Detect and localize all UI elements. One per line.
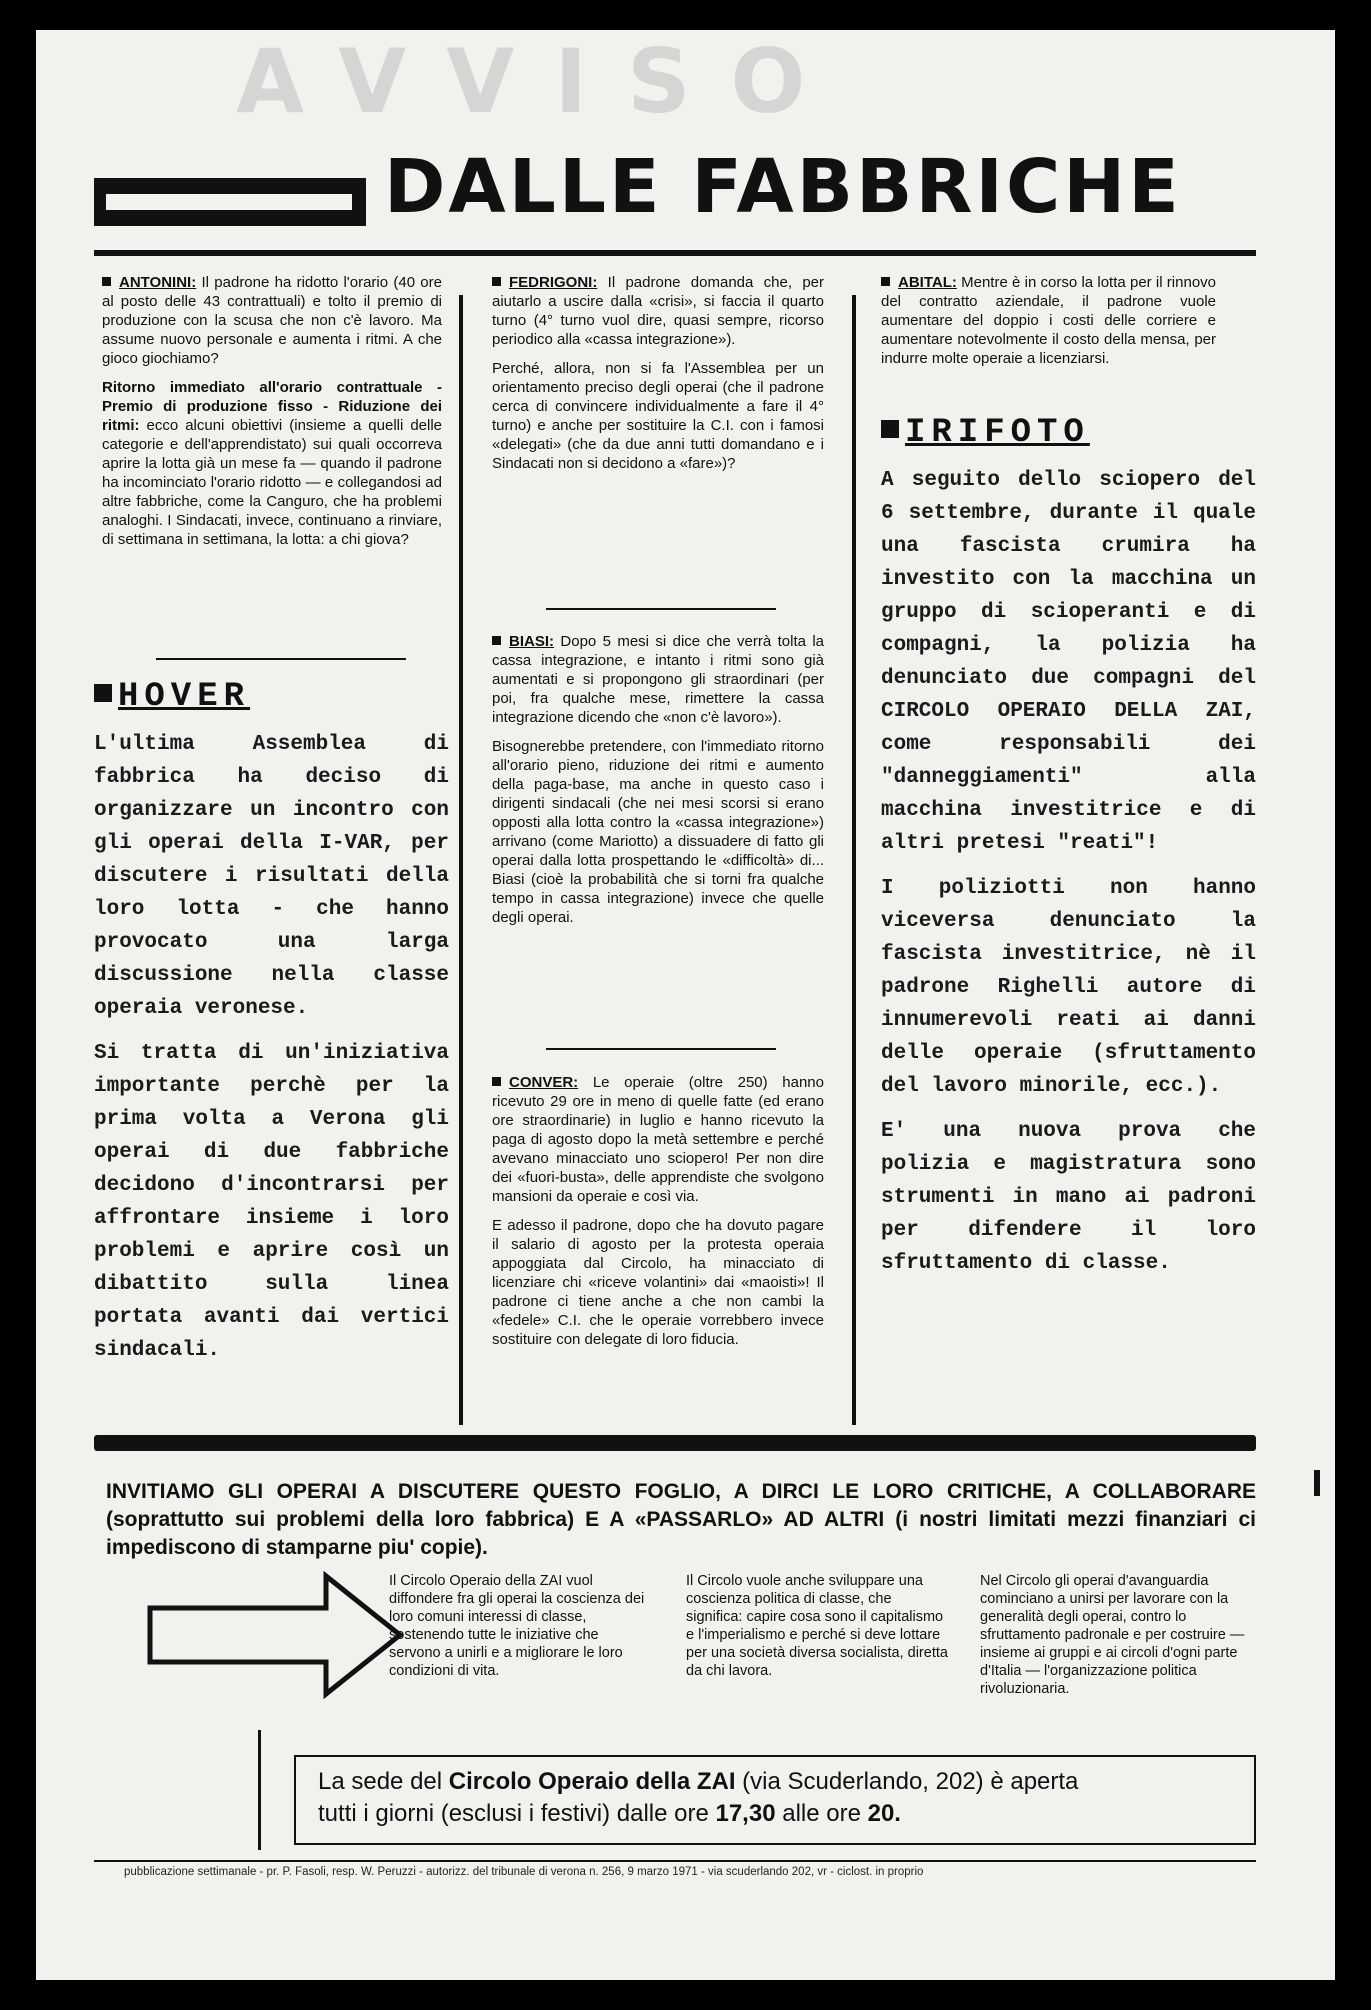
masthead xyxy=(94,140,1256,240)
article-demands: Ritorno immediato all'orario contrattuale - Premio di produzione fisso - Riduzione dei ritmi: xyxy=(102,379,442,434)
box-side-mark xyxy=(258,1730,261,1850)
edge-mark xyxy=(1314,1470,1320,1496)
arrow-right-icon xyxy=(146,1570,406,1700)
article-biasi xyxy=(492,632,824,937)
section-rule xyxy=(546,608,776,610)
bullet-icon xyxy=(492,1077,501,1086)
article-text: Perché, allora, non si fa l'Assemblea per un orientamento preciso degli operai (che il padrone cerca di convincere individualmente a fare il 4° turno) e anche per sostituire la C.I. con i famosi «delegati» (che da due anni tutti domandano e i Sindacati non si decidono a «fare»)? xyxy=(492,360,824,472)
article-company-name: BIASI: xyxy=(509,633,554,650)
publication-footer: pubblicazione settimanale - pr. P. Fasoli, resp. W. Peruzzi - autorizz. del tribunale di verona n. 256, 9 marzo 1971 - via scuderlando 202, vr - ciclost. in proprio xyxy=(124,1866,924,1878)
faded-print-artifact: AVVISO xyxy=(236,30,846,133)
article-company-name: ANTONINI: xyxy=(119,274,197,291)
article-text: E adesso il padrone, dopo che ha dovuto pagare il salario di agosto per la protesta operaia appoggiata dal Circolo, ha minacciato di licenziare chi «riceve volantini» dai «maoisti»! Il padrone ci tiene anche a che non cambi la «fedele» C.I. che le operaie vorrebbero invece sostituire con delegate di loro fiducia. xyxy=(492,1217,824,1348)
article-hover xyxy=(94,678,449,1379)
section-heading: IRIFOTO xyxy=(881,414,1256,452)
article-text: Mentre è in corso la lotta per il rinnovo del contratto aziendale, il padrone vuole aumentare del doppio i costi delle corriere e aumentare notevolmente il costo della mensa, per indurre molte operaie a licenziarsi. xyxy=(881,274,1216,367)
article-paragraph: I poliziotti non hanno viceversa denunciato la fascista investitrice, nè il padrone Righelli autore di innumerevoli reati ai danni delle operaie (sfruttamento del lavoro minorile, ecc.). xyxy=(881,877,1256,1098)
column-divider-right xyxy=(852,295,856,1425)
article-text: Dopo 5 mesi si dice che verrà tolta la cassa integrazione, e intanto i ritmi sono già aumentati e si propongono gli straordinari (per poi, fra qualche mese, rimettere la cassa integrazione dicendo che «non c'è lavoro»). xyxy=(492,633,825,726)
article-irifoto xyxy=(881,414,1256,1292)
circolo-goal-1: Il Circolo Operaio della ZAI vuol diffondere fra gli operai la coscienza dei loro comuni interessi di classe, sostenendo tutte le iniziative che servono a unirli e a migliorare le loro condizioni di vita. xyxy=(389,1573,645,1679)
section-rule xyxy=(546,1048,776,1050)
article-company-name: CONVER: xyxy=(509,1074,579,1091)
article-company-name: FEDRIGONI: xyxy=(509,274,598,291)
section-heading: HOVER xyxy=(94,678,449,716)
bullet-icon xyxy=(881,277,890,286)
article-abital xyxy=(881,273,1216,378)
article-paragraph: Si tratta di un'iniziativa importante perchè per la prima volta a Verona gli operai di due fabbriche decidono d'incontrarsi per affrontare insieme i loro problemi e aprire così un dibattito sulla linea portata avanti dai vertici sindacali. xyxy=(94,1042,449,1362)
separator-band xyxy=(94,1435,1256,1451)
section-rule xyxy=(156,658,406,660)
article-text: ecco alcuni obiettivi (insieme a quelli delle categorie e dell'apprendistato) sui quali occorreva aprire la lotta già un mese fa — quando il padrone ha incominciato l'orario ridotto — e collegandosi ad altre fabbriche, come la Canguro, che ha problemi analoghi. I Sindacati, invece, continuano a rinviare, di settimana in settimana, la lotta: a chi giova? xyxy=(102,417,443,548)
masthead-bar-graphic xyxy=(94,178,366,226)
leaflet-page xyxy=(36,30,1335,1980)
article-paragraph: A seguito dello sciopero del 6 settembre, durante il quale una fascista crumira ha investito con la macchina un gruppo di scioperanti e di compagni, la polizia ha denunciato due compagni del CIRCOLO OPERAIO DELLA ZAI, come responsabili dei "danneggiamenti" alla macchina investitrice e di altri pretesi "reati"! xyxy=(881,469,1256,855)
footer-rule xyxy=(94,1860,1256,1862)
bullet-icon xyxy=(492,636,501,645)
article-conver xyxy=(492,1073,824,1359)
article-antonini xyxy=(102,273,442,559)
circolo-goal-3: Nel Circolo gli operai d'avanguardia cominciano a unirsi per lavorare con la generalità degli operai, contro lo sfruttamento padronale e per costruire — insieme ai gruppi e ai circoli d'ogni parte d'Italia — l'organizzazione politica rivoluzionaria. xyxy=(980,1573,1245,1697)
sede-notice-box xyxy=(294,1755,1256,1845)
article-company-name: ABITAL: xyxy=(898,274,957,291)
article-text: Bisognerebbe pretendere, con l'immediato ritorno all'orario pieno, riduzione dei ritmi e aumento della paga-base, ma anche in questo caso i dirigenti sindacali (che nei mesi scorsi si erano opposti alla lotta contro la «cassa integrazione») arrivano (come Mariotto) a dissuadere di fatto gli operai dalla lotta prospettando le «difficoltà» di... Biasi (cioè la probabilità che si torni fra qualche tempo in cassa integrazione) invece che quelle degli operai. xyxy=(492,738,824,926)
article-text: Le operaie (oltre 250) hanno ricevuto 29 ore in meno di quelle fatte (ed erano ore straordinarie) in luglio e hanno ricevuto la paga di agosto dopo la metà settembre e perché avevano minacciato uno sciopero! Per non dire dei «fuori-busta», delle apprendiste che svolgono mansioni da operaie e così via. xyxy=(492,1074,824,1205)
invitation-text: INVITIAMO GLI OPERAI A DISCUTERE QUESTO FOGLIO, A DIRCI LE LORO CRITICHE, A COLLABORARE (soprattutto sui problemi della loro fabbrica) E A «PASSARLO» AD ALTRI (i nostri limitati mezzi finanziari ci impediscono di stamparne piu' copie). xyxy=(106,1480,1256,1559)
article-text: Il padrone domanda che, per aiutarlo a uscire dalla «crisi», si faccia il quarto turno (4° turno vuol dire, quasi sempre, ricorso periodico alla «cassa integrazione»). xyxy=(492,274,824,348)
masthead-rule xyxy=(94,250,1256,256)
masthead-title: DALLE FABBRICHE xyxy=(384,144,1182,230)
column-divider-left xyxy=(459,295,463,1425)
article-fedrigoni xyxy=(492,273,824,483)
article-text: Il padrone ha ridotto l'orario (40 ore al posto delle 43 contrattuali) e tolto il premio di produzione con la scusa che non c'è lavoro. Ma assume nuovo personale e aumenta i ritmi. A che gioco giochiamo? xyxy=(102,274,442,367)
circolo-goal-2: Il Circolo vuole anche sviluppare una coscienza politica di classe, che significa: capire cosa sono il capitalismo e l'imperialismo e perché si deve lottare per una società diversa socialista, diretta da chi lavora. xyxy=(686,1573,948,1679)
sede-line-2: tutti i giorni (esclusi i festivi) dalle ore 17,30 alle ore 20. xyxy=(318,1800,901,1827)
bullet-icon xyxy=(492,277,501,286)
article-paragraph: L'ultima Assemblea di fabbrica ha deciso di organizzare un incontro con gli operai della I-VAR, per discutere i risultati della loro lotta - che hanno provocato una larga discussione nella classe operaia veronese. xyxy=(94,733,449,1020)
article-paragraph: E' una nuova prova che polizia e magistratura sono strumenti in mano ai padroni per difendere il loro sfruttamento di classe. xyxy=(881,1120,1256,1275)
bullet-icon xyxy=(102,277,111,286)
sede-line-1: La sede del Circolo Operaio della ZAI (via Scuderlando, 202) è aperta xyxy=(318,1768,1079,1795)
